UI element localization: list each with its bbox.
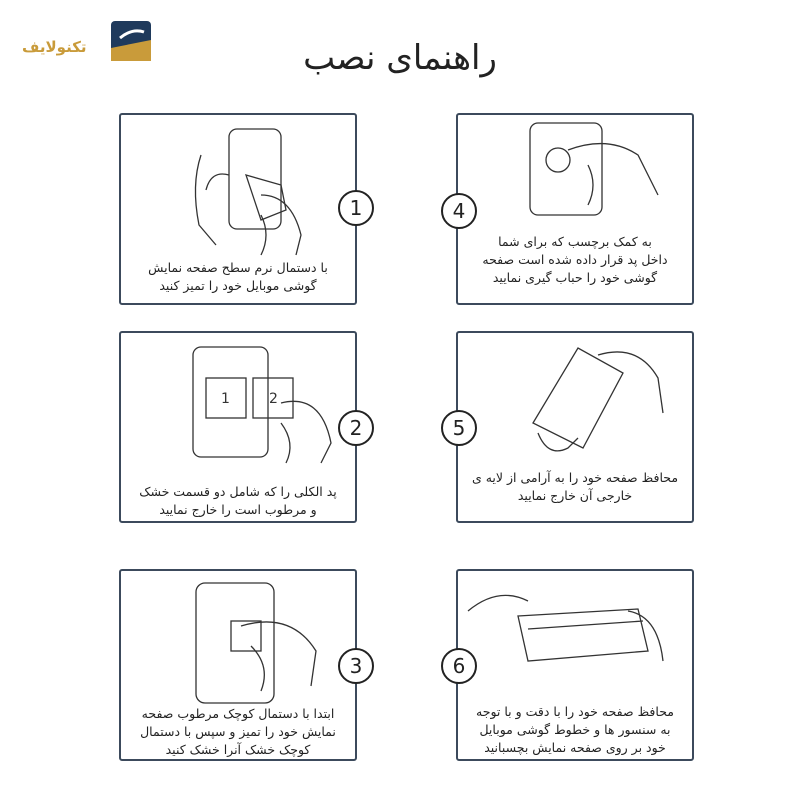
step-number-3: 3 (338, 648, 374, 684)
page-title: راهنمای نصب (303, 38, 497, 78)
step-number-5: 5 (441, 410, 477, 446)
step-text: پد الکلی را که شامل دو قسمت خشک و مرطوب است را خارج نمایید (139, 484, 337, 517)
step-text: با دستمال نرم سطح صفحه نمایش گوشی موبایل خود را تمیز کنید (148, 260, 328, 293)
step-text: ابتدا با دستمال کوچک مرطوب صفحه نمایش خود را تمیز و سپس با دستمال کوچک خشک آنرا خشک کنید (140, 706, 336, 757)
step-card-2 (119, 331, 357, 523)
step-number-2: 2 (338, 410, 374, 446)
step-card-6 (456, 569, 694, 761)
step-card-3 (119, 569, 357, 761)
step-number-1: 1 (338, 190, 374, 226)
step-text: محافظ صفحه خود را با دقت و با توجه به سنسور ها و خطوط گوشی موبایل خود بر روی صفحه نمایش بچسبانید (476, 704, 674, 755)
step-text: به کمک برچسب که برای شما داخل پد قرار داده شده است صفحه گوشی خود را حباب گیری نمایید (482, 234, 668, 285)
step-number-4: 4 (441, 193, 477, 229)
step-text: محافظ صفحه خود را به آرامی از لایه ی خارجی آن خارج نمایید (471, 470, 679, 503)
step-card-5 (456, 331, 694, 523)
svg-text:2: 2 (269, 391, 278, 407)
logo-text: تکنولایف (22, 38, 87, 56)
step-number-6: 6 (441, 648, 477, 684)
step-card-1 (119, 113, 357, 305)
svg-text:1: 1 (221, 391, 230, 407)
step-card-4 (456, 113, 694, 305)
